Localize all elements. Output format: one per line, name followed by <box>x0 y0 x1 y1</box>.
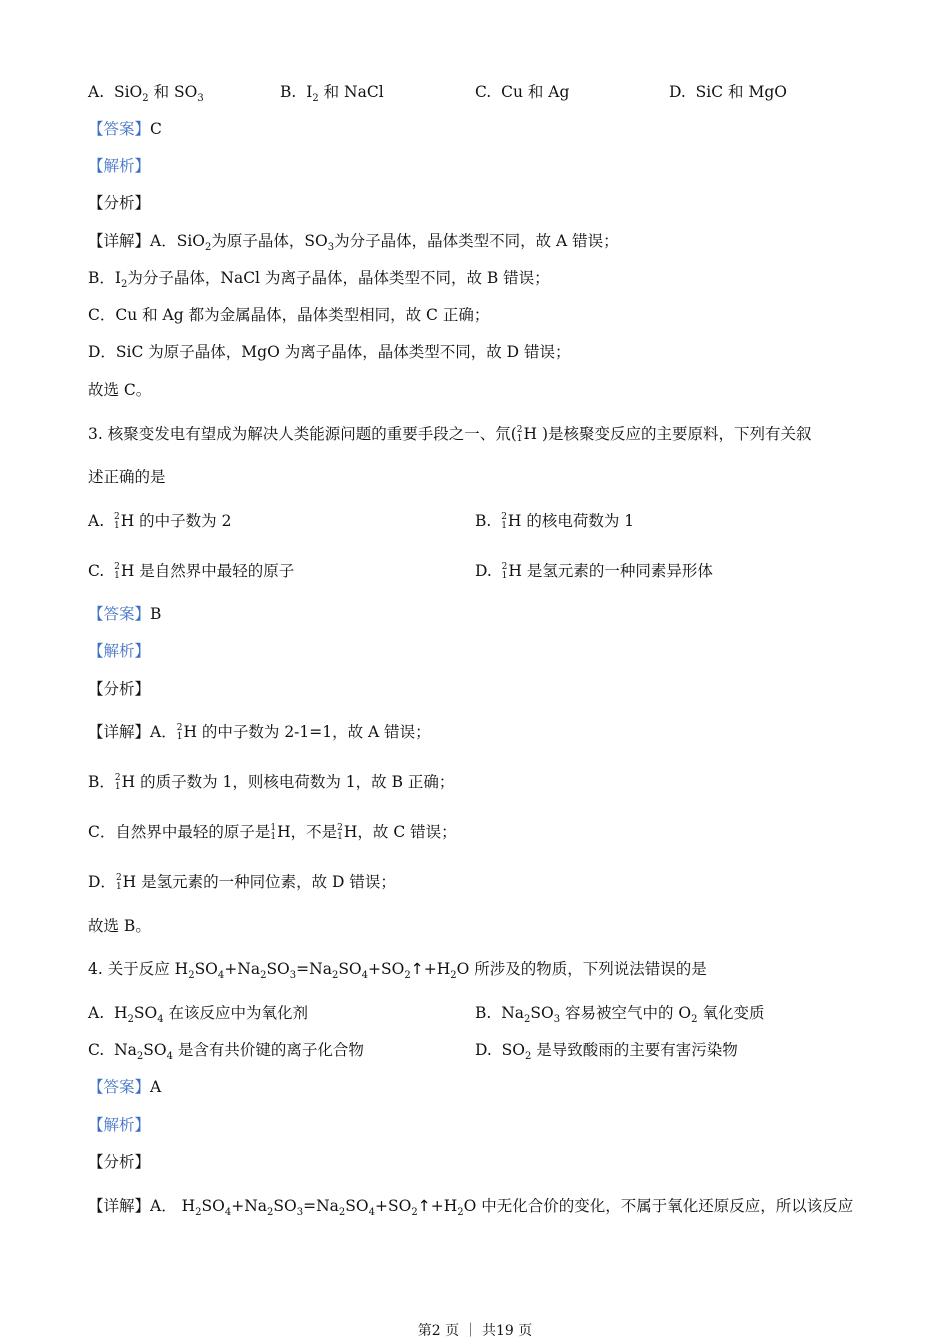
q3-detail-3: C．自然界中最轻的原子是 1 1 H，不是 2 1 H，故 C 错误； <box>88 823 457 842</box>
q3-fenxi-label: 【分析】 <box>88 680 151 698</box>
page-footer: 第2 页 ｜ 共19 页 <box>417 1323 533 1339</box>
q4-stem: 4. 关于反应 $H_2SO_4+Na_2SO_3=Na_2SO_4+SO_2↑+H_2O$ 所涉及的物质，下列说法错误的是 <box>88 960 707 982</box>
q3-detail-1: 【详解】A． 2 1 H 的中子数为 2-1=1，故 A 错误； <box>88 723 431 742</box>
q4-answer: 【答案】A <box>88 1078 162 1096</box>
q3-option-b: B. 2 1 H 的核电荷数为 1 <box>475 512 635 531</box>
q2-fenxi-label: 【分析】 <box>88 194 151 212</box>
q3-stem-line2: 述正确的是 <box>88 468 166 486</box>
q4-detail-1: 【详解】A． $H_2SO_4+Na_2SO_3=Na_2SO_4+SO_2↑+H_2O$ 中无化合价的变化，不属于氧化还原反应，所以该反应 <box>88 1197 854 1219</box>
q2-detail-2: B．$I_2$为分子晶体，NaCl 为离子晶体，晶体类型不同，故 B 错误； <box>88 269 550 291</box>
q2-option-a: A. SiO$_2$ 和 $SO_3$ <box>88 83 204 105</box>
q2-analysis-label: 【解析】 <box>88 157 151 175</box>
q3-option-c: C. 2 1 H 是自然界中最轻的原子 <box>88 562 295 581</box>
q2-option-c: C. Cu 和 Ag <box>475 83 570 101</box>
q3-stem: 3. 核聚变发电有望成为解决人类能源问题的重要手段之一、氘( 2 1 H )是核聚变反应的主要原料，下列有关叙 <box>88 425 812 444</box>
q2-option-d: D. SiC 和 MgO <box>669 83 787 101</box>
q2-conclusion: 故选 C。 <box>88 381 152 399</box>
q4-option-c: C. $Na_2SO_4$ 是含有共价键的离子化合物 <box>88 1041 364 1063</box>
q2-option-b: B. $I_2$ 和 NaCl <box>280 83 384 105</box>
isotope-notation: 2 1 <box>516 425 523 444</box>
q4-option-a: A. $H_2SO_4$ 在该反应中为氧化剂 <box>88 1004 309 1026</box>
reaction-equation: $H_2SO_4+Na_2SO_3=Na_2SO_4+SO_2↑+H_2O$ <box>174 960 470 982</box>
q4-option-d: D. $SO_2$ 是导致酸雨的主要有害污染物 <box>475 1041 738 1063</box>
q3-detail-2: B． 2 1 H 的质子数为 1，则核电荷数为 1，故 B 正确； <box>88 773 455 792</box>
q3-detail-4: D． 2 1 H 是氢元素的一种同位素，故 D 错误； <box>88 873 396 892</box>
q3-analysis-label: 【解析】 <box>88 642 151 660</box>
q3-answer: 【答案】B <box>88 605 162 623</box>
q3-option-a: A. 2 1 H 的中子数为 2 <box>88 512 232 531</box>
q2-detail-3: C．Cu 和 Ag 都为金属晶体，晶体类型相同，故 C 正确； <box>88 306 490 324</box>
q2-detail-1: 【详解】A．SiO$_2$为原子晶体，$SO_3$为分子晶体，晶体类型不同，故 A 错误； <box>88 232 619 254</box>
q4-analysis-label: 【解析】 <box>88 1116 151 1134</box>
q3-option-d: D. 2 1 H 是氢元素的一种同素异形体 <box>475 562 713 581</box>
q4-fenxi-label: 【分析】 <box>88 1153 151 1171</box>
q3-conclusion: 故选 B。 <box>88 917 151 935</box>
q4-option-b: B. $Na_2SO_3$ 容易被空气中的 $O_2$ 氧化变质 <box>475 1004 765 1026</box>
q2-detail-4: D．SiC 为原子晶体，MgO 为离子晶体，晶体类型不同，故 D 错误； <box>88 343 571 361</box>
q2-answer: 【答案】C <box>88 120 162 138</box>
